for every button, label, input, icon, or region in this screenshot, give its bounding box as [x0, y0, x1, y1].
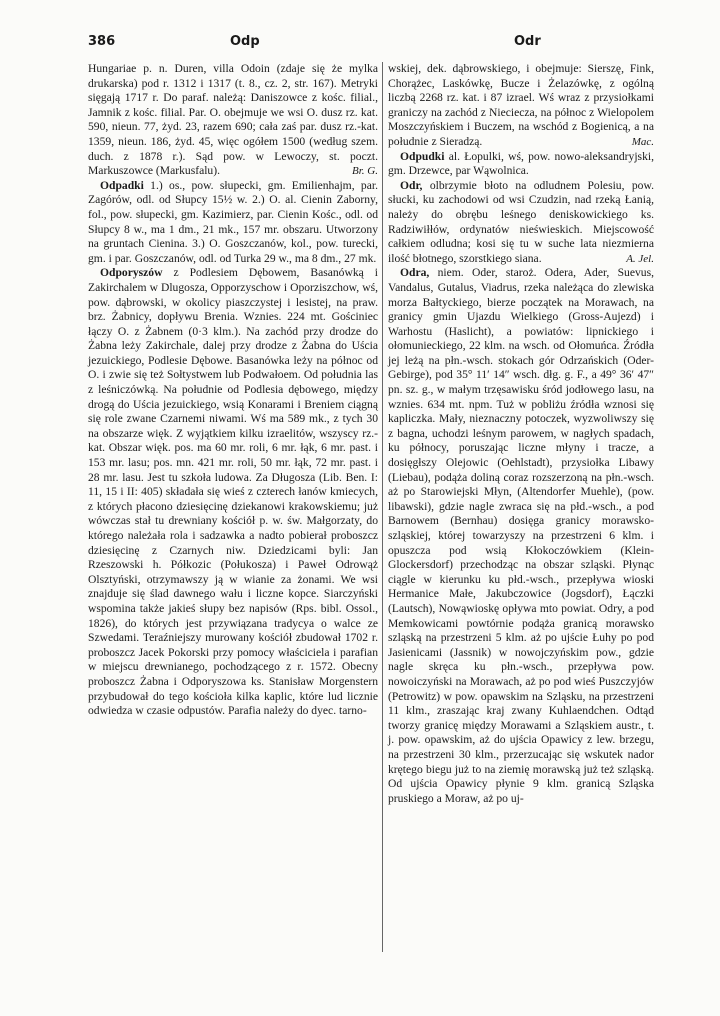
paragraph	[388, 62, 654, 150]
paragraph-text: niem. Oder, staroż. Odera, Ader, Suevus, Vandalus, Gutalus, Viadrus, rzeka należąca do zlewiska morza Bałtyckiego, bierze początek na Morawach, na granicy gmin Ujazdu Wielkiego (Gross-Aujezd) i Warhostu (Haslicht), a powiatów: lipnickiego i ołomunieckiego, 22 klm. na wsch. od Ołomuńca. Źródła jej leżą na płn.-wsch. stokach gór Odrzańskich (Oder-Gebirge), pod 35° 11′ 14″ wsch. dłg. g. F., a 49° 36′ 47″ pn. sz. g., w małym trzęsawisku śród jodłowego lasu, na wznies. 634 mt. npm. Tuż w pobliżu źródła wznosi się kapliczka. Mały, nieznaczny potoczek, wyzwoliwszy się z bagna, uchodzi leśnym parowem, w nagłych spadach, ku północy, poruszając liczne młyny i tracze, a dosięgłszy Olejowic (Oehlstadt), przysiołka Libawy (Liebau), podąża doliną coraz rozszerzoną na płn.-wsch. aż po Starowiejski Młyn, (Altendorfer Muehle), (pow. libawski), gdzie nagle zwraca się na płd.-wsch., a pod Barnowem (Bernhau) dosięga granicy morawsko-szląskiej, której towarzyszy na przestrzeni 6 klm. i opuszcza pod wsią Kłokoczówkiem (Klein-Glockersdorf) przechodząc na obszar szląski. Płynąc ciągle w kierunku ku płd.-wsch., przepływa wioski Hermanice Małe, Jakubczowice (Jogsdorf), Łączki (Lautsch), Nowąwioskę opływa mto powiat. Odry, a pod Memkowicami powtórnie podąża granicą morawsko szląską na przestrzeni 5 klm. aż po ujście Łuhy po pod Jasienicami (Jassnik) w nowojczyńskim pow., gdzie nagle skręca ku płn.-wsch., przepływa pow. nowoiczyński na Morawach, aż po pod wieś Puszczyjów (Petrowitz) w pow. opawskim na Szląsku, na przestrzeni 11 klm., zraszając kraj zwany Kuhlaendchen. Odtąd tworzy granicę między Morawami a Szląskiem austr., t. j. pow. opawskim, aż do ujścia Opawicy z lew. brzegu, na przestrzeni 30 klm., przerzucając się wskutek nador krętego biegu już to na ziemię morawską już też szląską. Od ujścia Opawicy płynie 9 klm. granicą Szląska pruskiego a Moraw, aż po uj-	[388, 266, 654, 805]
column-divider	[382, 62, 383, 952]
page-number: 386	[88, 34, 116, 49]
header-left-word: Odp	[230, 34, 260, 49]
paragraph	[88, 179, 378, 267]
left-column	[88, 62, 378, 719]
paragraph-text: wskiej, dek. dąbrowskiego, i obejmuje: Sierszę, Fink, Chorążec, Laskówkę, Bucze i Żelazówkę, z ogólną liczbą 2268 rz. kat. i 87 izrael. Wś wraz z przysiołkami graniczy na zachód z Nieciecza, na północ z Wielopolem Moszczyńskiem i Buczem, na wschód z Bogienicą, a na południe z Sieradzą.	[388, 62, 654, 148]
entry-headword: Odra,	[400, 266, 430, 280]
paragraph	[88, 62, 378, 179]
right-column	[388, 62, 654, 806]
page-header	[0, 34, 720, 54]
paragraph-text: olbrzymie błoto na odludnem Polesiu, pow. słucki, ku zachodowi od wsi Czudzin, nad rzeką Łanią, należy do obrębu leśnego deniskowickiego ks. Radziwiłłów, ordynatów nieświeskich. Miejscowość całkiem odludna; kosi się tu w suche lata niezmierna ilość błotnego, szorstkiego siana.	[388, 178, 654, 265]
paragraph-text: al. Łopulki, wś, pow. nowo-aleksandryjski, gm. Drzewce, par Wąwolnica.	[388, 149, 654, 178]
paragraph-text: z Podlesiem Dębowem, Basanówką i Zakirchalem w Dlugosza, Opporzyschow i Oporziszchow, wś, pow. dąbrowski, w okolicy piaszczystej i lesistej, na praw. brz. Żabnicy, dopływu Brenia. Wznies. 224 mt. Gościniec łączy O. z Żabnem (0·3 klm.). Na zachód przy drodze do Żabna leży Zakirchale, dalej przy drodze z Żabna do Uścia jezuickiego, Podlesie Dębowe. Basanówka leży na północ od O. i zwie się też Sołtystwem lub Podwałoem. Od południa las z leśniczówką. Na południe od Podlesia dębowego, między drogą do Uścia jezuickiego, wsią Konarami i Breniem ciągną się role zwane Czarnemi niwami. Wś ma 589 mk., z tych 30 na obszarze więk. Z wyjątkiem kilku izraelitów, wszyscy rz.-kat. Obszar więk. pos. ma 60 mr. roli, 6 mr. łąk, 6 mr. past. i 153 mr. lasu; pos. mn. 421 mr. roli, 50 mr. łąk, 72 mr. past. i 28 mr. lasu. Jest tu szkoła ludowa. Za Długosza (Lib. Ben. I: 11, 15 i II: 405) składała się wieś z czterech łanów kmiecych, z których płacono dziesięcinę dziekanowi krakowskiemu; już wówczas stał tu drewniany kościół p. w. św. Małgorzaty, do którego należała rola i sadzawka a nadto pobierał proboszcz dziesięcinę z Czarnych niw. Dziedzicami byli: Jan Rzeszowski h. Półkozic (Połukosza) i Paweł Odrowąż Olsztyński, otrzymawszy ją w wianie za żonami. We wsi znajduje się ślad dawnego wału i liczne kopce. Siarczyński wspomina także jakieś słupy bez napisów (Rps. bibl. Ossol., 1826), do których jest przywiązana tradycya o walce ze Szwedami. Teraźniejszy murowany kościół zbudował 1702 r. proboszcz Jacek Pokorski przy pomocy właściciela i parafian w miejscu drewnianego, pochodzącego z r. 1572. Obecny proboszcz Żabna i Odporyszowa ks. Stanisław Morgenstern przybudował do tego kościoła kilka kaplic, które lud licznie odwiedza w czasie odpustów. Parafia należy do dyec. tarno-	[88, 266, 378, 718]
entry-headword: Odporyszów	[100, 266, 163, 280]
paragraph-text: Hungariae p. n. Duren, villa Odoin (zdaje się że mylka drukarska) pod r. 1312 i 1317 (t. 8., cz. 2, str. 167). Metryki sięgają 1717 r. Do paraf. należą: Daniszowce z kośc. filial., Jamnik z kośc. filial. Par. O. obejmuje we wsi O. dusz rz. kat. 590, nieun. 77, żyd. 23, razem 690; cała zaś par. dusz rz.-kat. 1359, nieun. 186, żyd. 45, więc ogółem 1500 (według szem. duch. z 1878 r.). Sąd pow. w Lewoczy, st. poczt. Markuszowce (Markusfalu).	[88, 62, 378, 178]
paragraph	[388, 179, 654, 267]
author-signature: Mac.	[631, 135, 654, 148]
paragraph-text: 1.) os., pow. słupecki, gm. Emilienhajm, par. Zagórów, odl. od Słupcy 15½ w. 2.) O. al. Cienin Zaborny, fol., pow. słupecki, gm. Kazimierz, par. Cienin Kośc., odl. od Słupcy 8 w., ma 1 dm., 21 mk., 157 mr. obszaru. Utworzony na gruntach Cienina. 3.) O. Goszczanów, kol., pow. turecki, gm. i par. Goszczanów, odl. od Turka 29 w., ma 8 dm., 27 mk.	[88, 178, 378, 265]
entry-headword: Odr,	[400, 178, 423, 192]
paragraph	[388, 266, 654, 806]
header-right-word: Odr	[514, 34, 541, 49]
entry-headword: Odpadki	[100, 178, 144, 192]
author-signature: Br. G.	[352, 165, 378, 178]
paragraph	[388, 150, 654, 179]
paragraph	[88, 266, 378, 718]
author-signature: A. Jel.	[626, 252, 654, 265]
entry-headword: Odpudki	[400, 149, 445, 163]
